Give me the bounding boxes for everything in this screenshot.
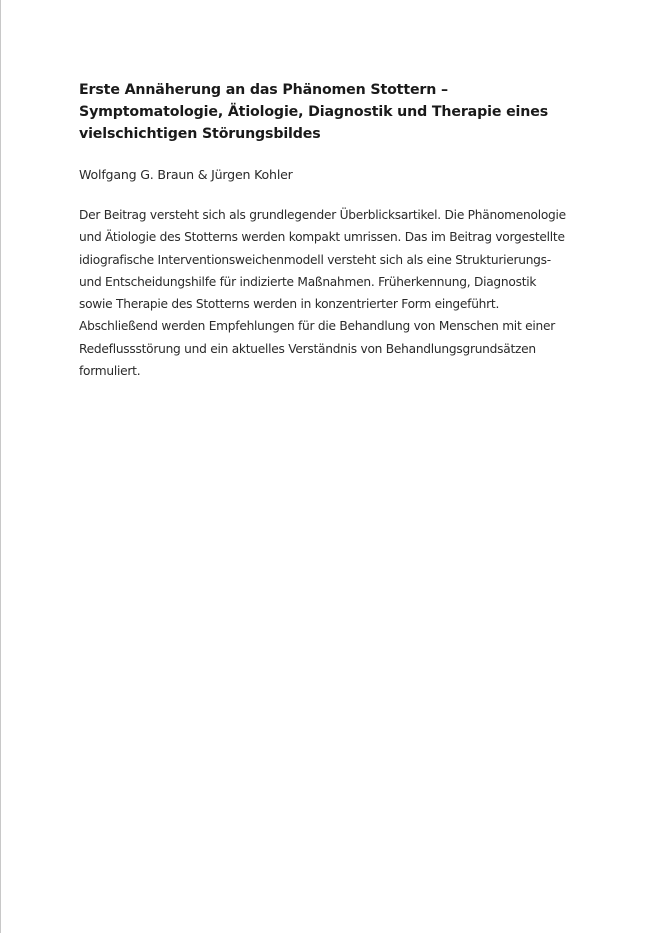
page-edge-line [0, 0, 1, 933]
abstract-line: Der Beitrag versteht sich als grundlegender Überblicksartikel. Die Phänomenologie [79, 208, 566, 222]
article-content [79, 79, 584, 382]
abstract-line: und Ätiologie des Stotterns werden kompakt umrissen. Das im Beitrag vorgestellte [79, 230, 565, 245]
article-authors: Wolfgang G. Braun & Jürgen Kohler [79, 167, 293, 182]
abstract-line: und Entscheidungshilfe für indizierte Maßnahmen. Früherkennung, Diagnostik [79, 274, 537, 289]
abstract-line: Redeflussstörung und ein aktuelles Verständnis von Behandlungsgrundsätzen [79, 341, 536, 356]
abstract-line: formuliert. [79, 364, 141, 379]
article-title: Erste Annäherung an das Phänomen Stottern – Symptomatologie, Ätiologie, Diagnostik und Therapie eines vielschichtigen Störungsbildes [79, 82, 548, 142]
article-abstract [79, 204, 584, 382]
abstract-line: Abschließend werden Empfehlungen für die Behandlung von Menschen mit einer [79, 319, 555, 334]
abstract-line: idiografische Interventionsweichenmodell versteht sich als eine Strukturierungs- [79, 252, 551, 267]
abstract-line: sowie Therapie des Stotterns werden in konzentrierter Form eingeführt. [79, 297, 500, 312]
